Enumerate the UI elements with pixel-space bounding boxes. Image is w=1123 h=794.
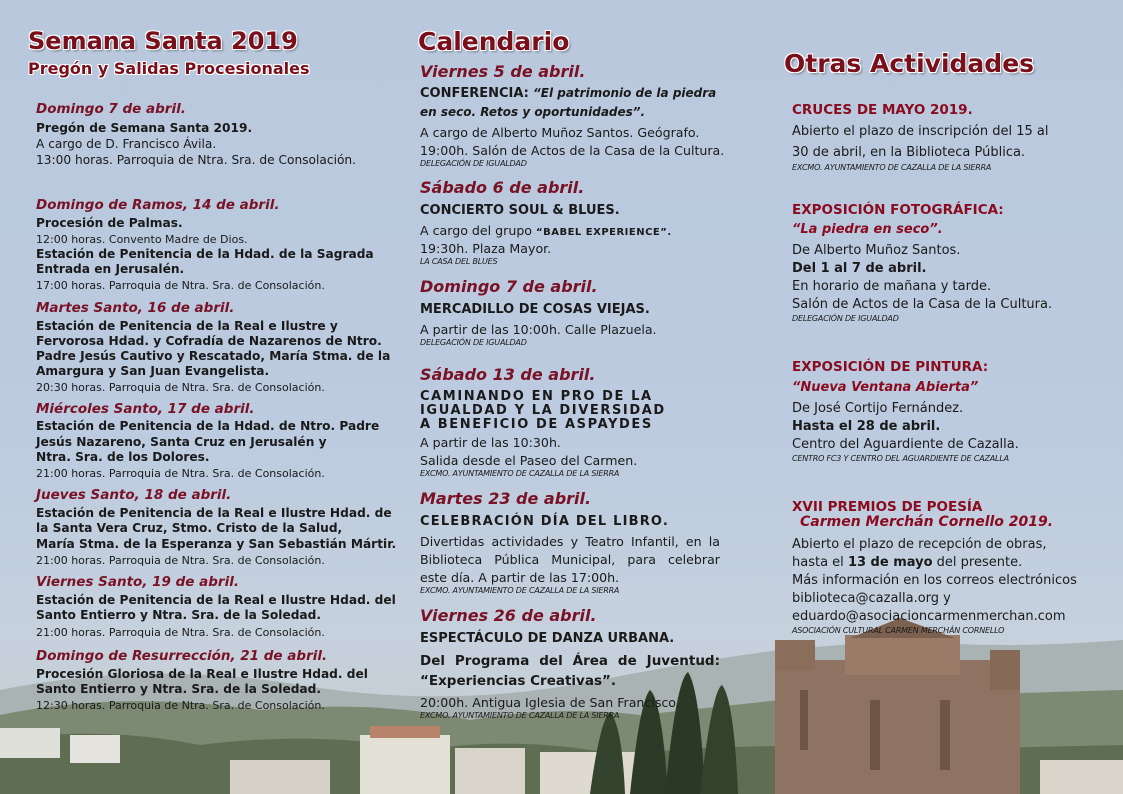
activity-line: Del 1 al 7 de abril.: [792, 261, 927, 276]
email-link[interactable]: eduardo@asociacioncarmenmerchan.com: [792, 609, 1066, 624]
event-line: Del Programa del Área de Juventud:: [420, 653, 720, 669]
calendario-title: Calendario: [418, 27, 570, 56]
organizer-credit: LA CASA DEL BLUES: [420, 257, 498, 266]
organizer-credit: EXCMO. AYUNTAMIENTO DE CAZALLA DE LA SIERRA: [792, 163, 992, 172]
activity-heading: EXPOSICIÓN DE PINTURA:: [792, 359, 989, 375]
event-line: Santo Entierro y Ntra. Sra. de la Soledad.: [36, 608, 322, 622]
email-link[interactable]: biblioteca@cazalla.org y: [792, 591, 951, 606]
event-line: 21:00 horas. Parroquia de Ntra. Sra. de Consolación.: [36, 467, 325, 480]
event-date: Viernes 5 de abril.: [420, 62, 586, 81]
event-line: Divertidas actividades y Teatro Infantil, en la: [420, 534, 720, 549]
activity-line: Salón de Actos de la Casa de la Cultura.: [792, 297, 1053, 312]
event-line: Procesión de Palmas.: [36, 216, 183, 230]
event-line: Fervorosa Hdad. y Cofradía de Nazarenos de Ntro.: [36, 334, 382, 348]
activity-line: Hasta el 28 de abril.: [792, 419, 941, 434]
event-line: Ntra. Sra. de los Dolores.: [36, 450, 210, 464]
activity-heading: CRUCES DE MAYO 2019.: [792, 102, 973, 118]
event-date: Miércoles Santo, 17 de abril.: [36, 401, 255, 417]
event-line: María Stma. de la Esperanza y San Sebastián Mártir.: [36, 537, 397, 551]
event-date: Domingo de Resurrección, 21 de abril.: [36, 648, 328, 664]
event-line: 21:00 horas. Parroquia de Ntra. Sra. de Consolación.: [36, 626, 325, 639]
event-line: A partir de las 10:00h. Calle Plazuela.: [420, 322, 657, 337]
event-line: Amargura y San Juan Evangelista.: [36, 364, 270, 378]
organizer-credit: DELEGACIÓN DE IGUALDAD: [792, 314, 899, 323]
event-line: IGUALDAD Y LA DIVERSIDAD: [420, 403, 666, 418]
event-line: “Experiencias Creativas”.: [420, 673, 617, 689]
organizer-credit: EXCMO. AYUNTAMIENTO DE CAZALLA DE LA SIERRA: [420, 586, 620, 595]
event-line: A cargo del grupo “BABEL EXPERIENCE”.: [420, 223, 672, 238]
event-line: MERCADILLO DE COSAS VIEJAS.: [420, 302, 650, 317]
organizer-credit: ASOCIACIÓN CULTURAL CARMEN MERCHÁN CORNELLO: [792, 626, 1005, 635]
event-line: CAMINANDO EN PRO DE LA: [420, 389, 653, 404]
activity-heading: EXPOSICIÓN FOTOGRÁFICA:: [792, 202, 1004, 218]
event-line: Pregón de Semana Santa 2019.: [36, 121, 253, 135]
event-line: 20:00h. Antigua Iglesia de San Francisco.: [420, 695, 680, 710]
event-line: A cargo de D. Francisco Ávila.: [36, 137, 217, 151]
event-line: 19:00h. Salón de Actos de la Casa de la Cultura.: [420, 143, 725, 158]
organizer-credit: DELEGACIÓN DE IGUALDAD: [420, 338, 527, 347]
event-line: Biblioteca Pública Municipal, para celebrar: [420, 552, 720, 567]
event-line: 21:00 horas. Parroquia de Ntra. Sra. de Consolación.: [36, 554, 325, 567]
event-date: Martes Santo, 16 de abril.: [36, 300, 235, 316]
event-line: Estación de Penitencia de la Hdad. de Ntro. Padre: [36, 419, 380, 433]
event-line: 12:00 horas. Convento Madre de Dios.: [36, 233, 248, 246]
event-line: CONCIERTO SOUL & BLUES.: [420, 203, 620, 218]
event-date: Martes 23 de abril.: [420, 489, 592, 508]
event-line: 17:00 horas. Parroquia de Ntra. Sra. de Consolación.: [36, 279, 325, 292]
event-line: A BENEFICIO DE ASPAYDES: [420, 417, 653, 432]
event-line: Padre Jesús Cautivo y Rescatado, María Stma. de la: [36, 349, 391, 363]
activity-line: Más información en los correos electrónicos: [792, 573, 1077, 588]
event-line: A partir de las 10:30h.: [420, 435, 561, 450]
organizer-credit: DELEGACIÓN DE IGUALDAD: [420, 159, 527, 168]
activity-line: 30 de abril, en la Biblioteca Pública.: [792, 145, 1026, 160]
event-line: Estación de Penitencia de la Hdad. de la Sagrada: [36, 247, 374, 261]
event-line: 12:30 horas. Parroquia de Ntra. Sra. de Consolación.: [36, 699, 325, 712]
event-line: Estación de Penitencia de la Real e Ilustre Hdad. de: [36, 506, 392, 520]
activity-heading: XVII PREMIOS DE POESÍA: [792, 499, 983, 515]
event-date: Viernes 26 de abril.: [420, 606, 597, 625]
event-line: Procesión Gloriosa de la Real e Ilustre Hdad. del: [36, 667, 368, 681]
event-line: A cargo de Alberto Muñoz Santos. Geógrafo.: [420, 125, 700, 140]
activity-quote: “Nueva Ventana Abierta”: [792, 380, 979, 395]
event-date: Jueves Santo, 18 de abril.: [36, 487, 232, 503]
activity-quote: “La piedra en seco”.: [792, 222, 943, 237]
event-line: 19:30h. Plaza Mayor.: [420, 241, 552, 256]
activity-line: Centro del Aguardiente de Cazalla.: [792, 437, 1019, 452]
activity-line: De Alberto Muñoz Santos.: [792, 243, 961, 258]
event-date: Domingo 7 de abril.: [36, 101, 186, 117]
organizer-credit: CENTRO FC3 Y CENTRO DEL AGUARDIENTE DE CAZALLA: [792, 454, 1009, 463]
activity-line: Abierto el plazo de inscripción del 15 al: [792, 124, 1049, 139]
event-line: Salida desde el Paseo del Carmen.: [420, 453, 638, 468]
otras-actividades-title: Otras Actividades: [784, 49, 1035, 78]
event-line: en seco. Retos y oportunidades”.: [420, 105, 646, 119]
event-line: Estación de Penitencia de la Real e Ilustre Hdad. del: [36, 593, 396, 607]
event-date: Domingo de Ramos, 14 de abril.: [36, 197, 280, 213]
activity-line: Abierto el plazo de recepción de obras,: [792, 537, 1047, 552]
event-line: CELEBRACIÓN DÍA DEL LIBRO.: [420, 514, 670, 529]
event-date: Sábado 6 de abril.: [420, 178, 585, 197]
event-line: 20:30 horas. Parroquia de Ntra. Sra. de Consolación.: [36, 381, 325, 394]
activity-line: De José Cortijo Fernández.: [792, 401, 964, 416]
event-line: ESPECTÁCULO DE DANZA URBANA.: [420, 631, 675, 646]
activity-line: En horario de mañana y tarde.: [792, 279, 992, 294]
activity-line: hasta el 13 de mayo del presente.: [792, 555, 1023, 570]
organizer-credit: EXCMO. AYUNTAMIENTO DE CAZALLA DE LA SIERRA: [420, 469, 620, 478]
event-line: Estación de Penitencia de la Real e Ilustre y: [36, 319, 338, 333]
event-line: CONFERENCIA: “El patrimonio de la piedra: [420, 86, 717, 101]
event-line: 13:00 horas. Parroquia de Ntra. Sra. de Consolación.: [36, 153, 357, 167]
event-line: Jesús Nazareno, Santa Cruz en Jerusalén y: [36, 435, 327, 449]
semana-santa-title: Semana Santa 2019: [28, 27, 298, 55]
event-line: Entrada en Jerusalén.: [36, 262, 185, 276]
semana-santa-subtitle: Pregón y Salidas Procesionales: [28, 59, 310, 78]
organizer-credit: EXCMO. AYUNTAMIENTO DE CAZALLA DE LA SIERRA: [420, 711, 620, 720]
event-line: la Santa Vera Cruz, Stmo. Cristo de la Salud,: [36, 521, 343, 535]
event-line: Santo Entierro y Ntra. Sra. de la Soledad.: [36, 682, 322, 696]
event-date: Viernes Santo, 19 de abril.: [36, 574, 239, 590]
event-line: este día. A partir de las 17:00h.: [420, 570, 620, 585]
event-date: Sábado 13 de abril.: [420, 365, 596, 384]
activity-quote: Carmen Merchán Cornello 2019.: [800, 514, 1054, 530]
event-date: Domingo 7 de abril.: [420, 277, 598, 296]
